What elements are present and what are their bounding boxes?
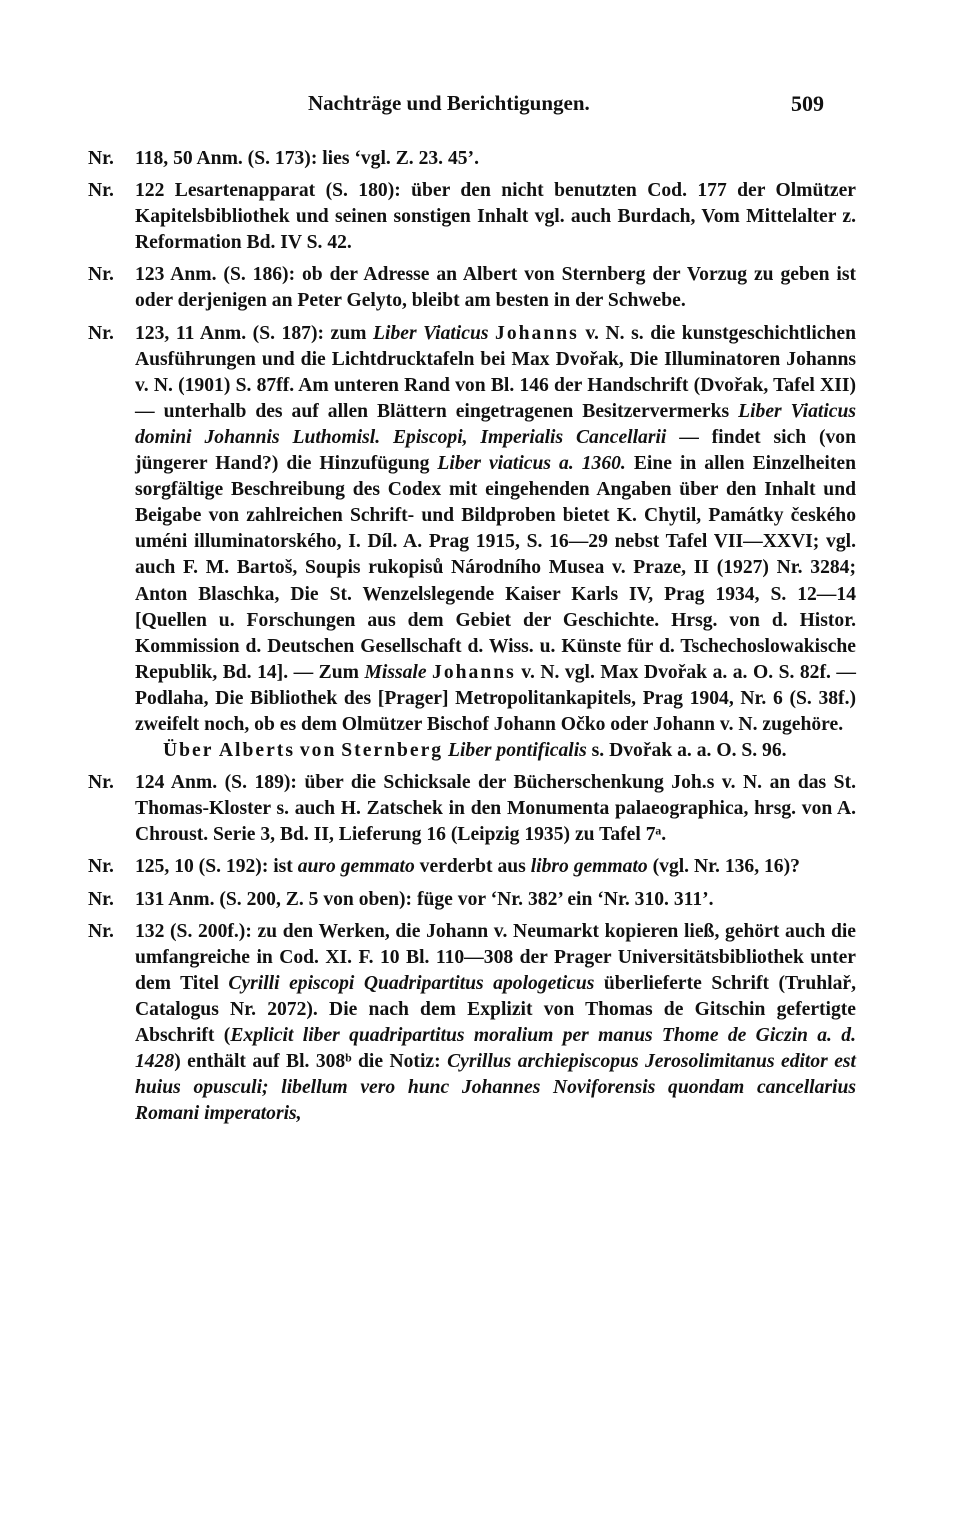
spaced-text: Johanns <box>432 661 516 683</box>
text-run: (vgl. Nr. 136, 16)? <box>647 856 800 878</box>
text-run: 132 (S. 200f.): zu den Werken, die Johann v. Neumarkt kopieren ließ, gehört auch die umfangreiche in Cod. XI. F. 10 Bl. 110—308 der Prager Universitätsbibliothek unter dem Titel <box>135 920 856 994</box>
italic-text: Liber viaticus a. 1360. <box>437 453 626 475</box>
addendum-entry <box>88 178 856 256</box>
text-run: 125, 10 (S. 192): ist <box>135 856 298 878</box>
text-run: 131 Anm. (S. 200, Z. 5 von oben): füge vor ‘Nr. 382’ ein ‘Nr. 310. 311’. <box>135 888 714 910</box>
text-run: 122 Lesartenapparat (S. 180): über den nicht benutzten Cod. 177 der Olmützer Kapitelsbibliothek und seinen sonstigen Inhalt vgl. auch Burdach, Vom Mittelalter z. Reformation Bd. IV S. 42. <box>135 180 856 254</box>
italic-text: Cyrilli episcopi Quadripartitus apologeticus <box>228 972 595 994</box>
addendum-entry <box>88 262 856 314</box>
addendum-entry <box>88 854 856 880</box>
running-header <box>136 91 824 131</box>
addendum-entry <box>88 919 856 1128</box>
spaced-text: Sternberg <box>341 740 444 762</box>
addendum-entry <box>88 321 856 765</box>
entry-text <box>135 919 856 1128</box>
text-run: 123, 11 Anm. (S. 187): zum <box>135 322 374 344</box>
entry-label: Nr. <box>88 920 114 942</box>
entry-continuation <box>135 738 856 764</box>
text-run: — findet sich (von jüngerer Hand?) die Hinzufügung <box>135 426 856 475</box>
italic-text: Cyrillus archiepiscopus Jerosolimitanus editor est huius opusculi; libellum vero hunc Johannes Noviforensis quondam cancellarius Romani imperatoris, <box>135 1051 856 1125</box>
italic-text: Liber pontificalis <box>447 740 587 762</box>
addendum-entry <box>88 887 856 913</box>
entry-text <box>135 887 856 913</box>
running-title: Nachträge und Berichtigungen. <box>308 91 590 115</box>
text-run: v. N. s. die kunstgeschichtlichen Ausführungen und die Lichtdrucktafeln bei Max Dvořak, Die Illuminatoren Johanns v. N. (1901) S. 87ff. Am unteren Rand von Bl. 146 der Handschrift (Dvořak, Tafel XII) — unterhalb des auf allen Blättern eingetragenen Besitzervermerks <box>135 322 856 422</box>
italic-text: libro gemmato <box>530 856 648 878</box>
entry-label: Nr. <box>88 322 114 344</box>
entry-label: Nr. <box>88 180 114 202</box>
spaced-text: Johanns <box>495 322 579 344</box>
text-run: Eine in allen Einzelheiten sorgfältige Beschreibung des Codex mit eingehenden Angaben über den Inhalt und Beigabe von zahlreichen Schrift- und Bildproben bietet K. Chytil, Památky českého uméni illuminatorského, I. Díl. A. Prag 1915, S. 16—29 nebst Tafel VII—XXVI; vgl. auch F. M. Bartoš, Soupis rukopisů Národního Musea v. Praze, II (1927) Nr. 3284; Anton Blaschka, Die St. Wenzelslegende Kaiser Karls IV, Prag 1934, S. 12—14 [Quellen u. Forschungen aus dem Gebiet der Geschichte. Hrsg. von d. Histor. Kommission d. Deutschen Gesellschaft d. Wiss. u. Künste für d. Tschechoslowakische Republik, Bd. 14]. — Zum <box>135 453 856 683</box>
text-run: ) enthält auf Bl. 308ᵇ die Notiz: <box>174 1051 448 1073</box>
page-number: 509 <box>791 91 824 116</box>
text-run: überlieferte Schrift (Truhlař, Catalogus Nr. 2072). Die nach dem Explizit von Thomas de Gitschin gefertigte Abschrift ( <box>135 972 856 1046</box>
entry-label: Nr. <box>88 264 114 286</box>
text-run: v. N. vgl. Max Dvořak a. a. O. S. 82f. — Podlaha, Die Bibliothek des [Prager] Metropolitankapitels, Prag 1904, Nr. 6 (S. 38f.) zweifelt noch, ob es dem Olmützer Bischof Johann Očko oder Johann v. N. zugehöre. <box>135 661 856 735</box>
addendum-entry <box>88 770 856 848</box>
entry-text <box>135 178 856 256</box>
entry-text <box>135 262 856 314</box>
italic-text: Explicit liber quadripartitus moralium per manus Thome de Giczin a. d. 1428 <box>135 1025 856 1073</box>
italic-text: auro gemmato <box>297 856 415 878</box>
entry-text <box>135 321 856 765</box>
addendum-entry <box>88 146 856 172</box>
italic-text: Missale <box>364 661 427 683</box>
entry-text <box>135 146 856 172</box>
entry-label: Nr. <box>88 888 114 910</box>
text-run: 118, 50 Anm. (S. 173): lies ‘vgl. Z. 23. 45’. <box>135 148 479 169</box>
addenda-list <box>88 146 856 1133</box>
text-run: 124 Anm. (S. 189): über die Schicksale der Bücherschenkung Joh.s v. N. an das St. Thomas-Kloster s. auch H. Zatschek in den Monumenta palaeographica, hrsg. von A. Chroust. Serie 3, Bd. II, Lieferung 16 (Leipzig 1935) zu Tafel 7ᵃ. <box>135 772 856 846</box>
text-run: s. Dvořak a. a. O. S. 96. <box>586 740 787 762</box>
entry-text <box>135 854 856 880</box>
spaced-text: Über <box>163 740 219 762</box>
spaced-text: Alberts <box>218 740 295 762</box>
spaced-text: von <box>299 740 337 762</box>
entry-text <box>135 770 856 848</box>
entry-label: Nr. <box>88 772 114 794</box>
italic-text: Liber Viaticus <box>373 322 489 344</box>
entry-label: Nr. <box>88 148 114 169</box>
italic-text: Liber Viaticus domini Johannis Luthomisl. Episcopi, Imperialis Cancellarii <box>135 400 856 448</box>
entry-label: Nr. <box>88 856 114 878</box>
text-run: 123 Anm. (S. 186): ob der Adresse an Albert von Sternberg der Vorzug zu geben ist oder derjenigen an Peter Gelyto, bleibt am besten in der Schwebe. <box>135 264 856 312</box>
text-run: verderbt aus <box>414 856 531 878</box>
